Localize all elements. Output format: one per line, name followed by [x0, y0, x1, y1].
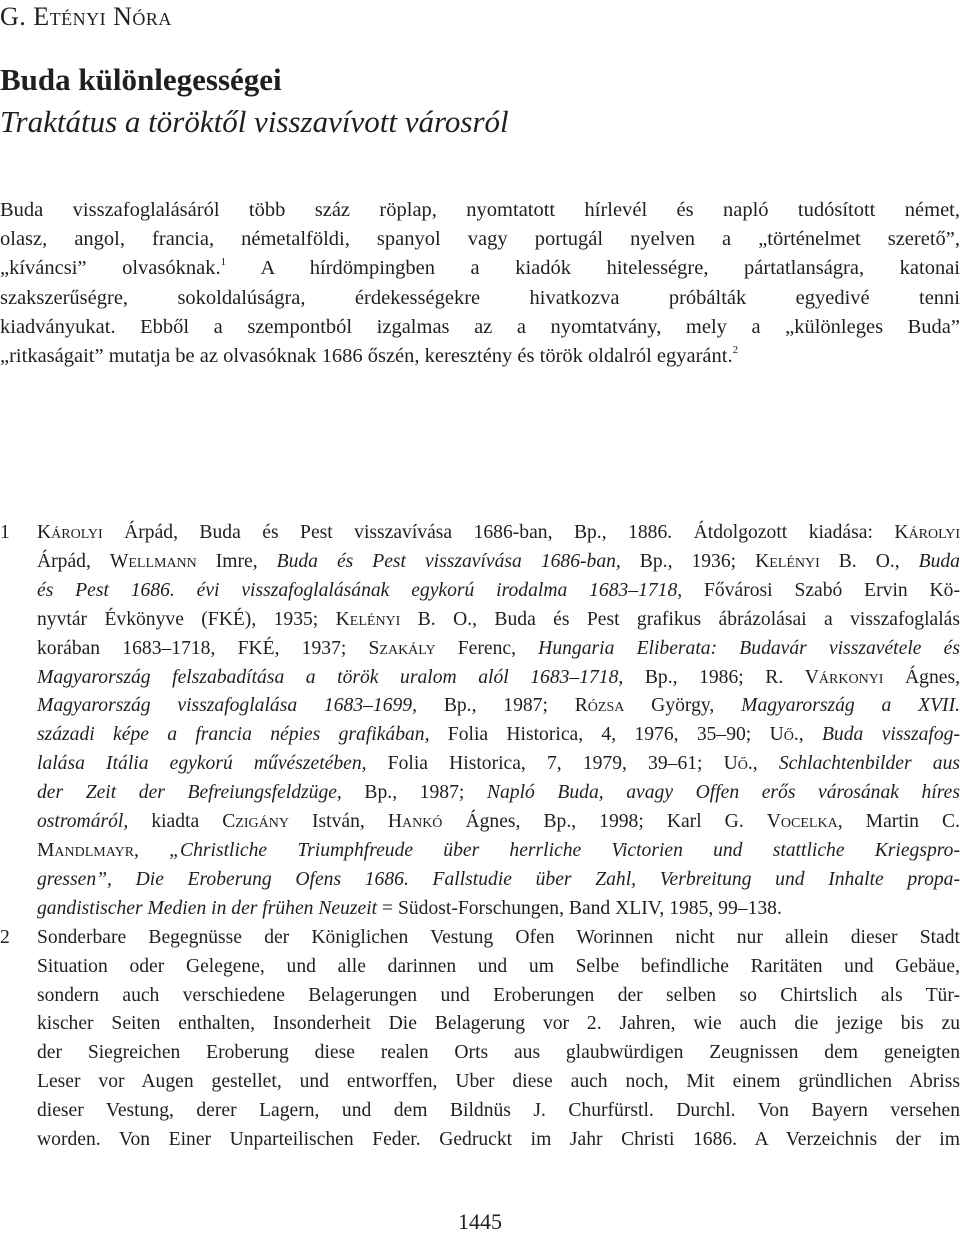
footnote-line: kischer Seiten enthalten, Insonderheit Die Belagerung vor 2. Jahren, wie auch die jezige bis zu: [37, 1013, 960, 1035]
author-surname: Kelényi: [755, 550, 820, 572]
footnote-line: [37, 866, 960, 895]
footnote-1: [0, 519, 960, 924]
footnote-line: [37, 808, 960, 837]
footnote-line: [37, 577, 960, 606]
paragraph-line: szakszerűségre, sokoldalúságra, érdekességekre hivatkozva próbálták egyedivé tenni: [0, 286, 960, 309]
work-title: és Pest 1686. évi visszafoglalásának egykorú irodalma 1683–1718,: [37, 579, 683, 601]
paragraph-line: kiadványukat. Ebből a szempontból izgalmas az a nyomtatvány, mely a „különleges Buda”: [0, 315, 960, 338]
footnote-line: worden. Von Einer Unparteilischen Feder. Gedruckt im Jahr Christi 1686. A Verzeichnis der im: [37, 1129, 960, 1151]
work-title: Schlachtenbilder aus: [778, 753, 960, 775]
paragraph-line: [0, 254, 960, 283]
work-title: Magyarország felszabadítása a török uralom alól 1683–1718,: [37, 666, 624, 688]
work-title: Buda visszafog-: [821, 724, 960, 746]
text-fragment: korában 1683–1718, FKÉ, 1937;: [37, 637, 369, 659]
text-fragment: Fővárosi Szabó Ervin Kö-: [682, 579, 960, 601]
text-fragment: Bp., 1986; R.: [623, 666, 805, 688]
footnote-line: [37, 519, 960, 548]
footnote-line: [37, 779, 960, 808]
text-fragment: .,: [793, 724, 822, 746]
footnote-line: [37, 750, 960, 779]
text-fragment: Folia Historica, 4, 1976, 35–90;: [429, 724, 770, 746]
footnote-number: 1: [0, 522, 10, 543]
author-initial: G.: [0, 2, 34, 31]
paragraph-fragment: A hírdömpingben a kiadók hitelességre, pártatlanságra, katonai: [226, 257, 960, 280]
work-title: lalása Itália egykorú művészetében,: [37, 753, 367, 775]
footnote-line: [37, 692, 960, 721]
author-name: Etényi Nóra: [33, 2, 172, 31]
footnotes-section: [0, 519, 960, 1155]
text-fragment: ,: [134, 839, 170, 861]
author-surname: Uő: [723, 753, 748, 775]
work-title: gandistischer Medien in der frühen Neuzeit: [37, 897, 378, 919]
work-title: Magyarország a XVII.: [741, 695, 960, 717]
text-fragment: Ágnes, Bp., 1998; Karl G.: [442, 811, 767, 833]
author-surname: Hankó: [387, 811, 443, 833]
footnote-line: sondern auch verschiedene Belagerungen und Eroberungen der selben so Chirtslich als Tür-: [37, 984, 960, 1006]
text-fragment: B. O., Buda és Pest grafikus ábrázolásai a visszafoglalás: [400, 608, 960, 630]
paragraph-line: [0, 342, 960, 371]
footnote-line: [37, 606, 960, 635]
footnote-2: [0, 924, 960, 1155]
paragraph-fragment: „ritkaságait” mutatja be az olvasóknak 1686 őszén, keresztény és török oldalról egyaránt.: [0, 345, 733, 368]
footnote-line: [37, 635, 960, 664]
author-surname: Czigány: [222, 811, 289, 833]
footnote-ref-1[interactable]: 1: [220, 256, 227, 269]
footnote-line: [37, 664, 960, 693]
author-header: [0, 2, 172, 32]
work-title: „Christliche Triumphfreude über herrliche Victorien und stattliche Kriegspro-: [169, 839, 960, 861]
work-title: ostromáról,: [37, 811, 129, 833]
author-surname: Várkonyi: [804, 666, 884, 688]
work-title: századi képe a francia népies grafikában,: [37, 724, 430, 746]
article-subtitle: Traktátus a töröktől visszavívott városról: [0, 104, 509, 139]
text-fragment: István,: [288, 811, 388, 833]
work-title: Napló Buda, avagy Offen erős városának híres: [486, 782, 960, 804]
author-surname: Vocelka: [766, 811, 838, 833]
author-surname: Uő: [769, 724, 794, 746]
paragraph-line: olasz, angol, francia, németalföldi, spanyol vagy portugál nyelven a „történelmet szerető”,: [0, 228, 960, 251]
article-title: Buda különlegességei: [0, 62, 282, 97]
footnote-line: [37, 895, 960, 924]
text-fragment: Bp., 1987;: [341, 782, 487, 804]
author-surname: Károlyi: [894, 522, 960, 543]
work-title: Buda: [918, 550, 960, 572]
text-fragment: Bp., 1987;: [417, 695, 575, 717]
paragraph-fragment: „kíváncsi” olvasóknak.: [0, 257, 221, 280]
text-fragment: .,: [747, 753, 779, 775]
footnote-line: [37, 548, 960, 577]
text-fragment: György,: [624, 695, 742, 717]
footnote-ref-2[interactable]: 2: [732, 344, 739, 357]
author-surname: Károlyi: [37, 522, 103, 543]
author-surname: Rózsa: [574, 695, 625, 717]
text-fragment: Bp., 1936;: [620, 550, 756, 572]
work-title: Hungaria Eliberata: Budavár visszavétele és: [538, 637, 960, 659]
footnote-line: der Siegreichen Eroberung diese realen Orts aus glaubwürdigen Zeugnissen dem geneigten: [37, 1042, 960, 1064]
author-surname: Szakály: [368, 637, 436, 659]
text-fragment: Árpád,: [37, 550, 110, 572]
text-fragment: Árpád, Buda és Pest visszavívása 1686-ban, Bp., 1886. Átdolgozott kiadása:: [102, 522, 895, 543]
footnote-line: [37, 837, 960, 866]
work-title: Buda és Pest visszavívása 1686-ban,: [276, 550, 621, 572]
footnote-line: dieser Vestung, derer Lagern, und dem Bildnüs J. Churfürstl. Durchl. Von Bayern versehen: [37, 1100, 960, 1122]
author-surname: Kelényi: [335, 608, 401, 630]
footnote-line: Leser vor Augen gestellet, und entworffen, Uber diese auch noch, Mit einem gründlichen Abriss: [37, 1071, 960, 1093]
author-surname: Mandlmayr: [37, 839, 135, 861]
work-title: Magyarország visszafoglalása 1683–1699,: [37, 695, 418, 717]
text-fragment: = Südost-Forschungen, Band XLIV, 1985, 99–138.: [377, 897, 782, 919]
author-surname: Wellmann: [109, 550, 197, 572]
text-fragment: Ágnes,: [883, 666, 960, 688]
footnote-line: Sonderbare Begegnüsse der Königlichen Vestung Ofen Worinnen nicht nur allein dieser Stadt: [37, 926, 960, 948]
text-fragment: B. O.,: [819, 550, 919, 572]
text-fragment: Imre,: [196, 550, 277, 572]
footnote-line: Situation oder Gelegene, und alle darinnen und um Selbe befindliche Raritäten und Gebäue,: [37, 955, 960, 977]
work-title: der Zeit der Befreiungsfeldzüge,: [37, 782, 342, 804]
text-fragment: , Martin C.: [837, 811, 960, 833]
page-number: 1445: [458, 1209, 502, 1234]
text-fragment: Folia Historica, 7, 1979, 39–61;: [366, 753, 724, 775]
text-fragment: kiadta: [128, 811, 223, 833]
footnote-number: 2: [0, 926, 10, 948]
work-title: gressen”, Die Eroberung Ofens 1686. Fallstudie über Zahl, Verbreitung und Inhalte propa-: [37, 868, 960, 890]
text-fragment: nyvtár Évkönyve (FKÉ), 1935;: [37, 608, 336, 630]
paragraph-line: Buda visszafoglalásáról több száz röplap, nyomtatott hírlevél és napló tudósított német,: [0, 199, 960, 221]
text-fragment: Ferenc,: [435, 637, 539, 659]
body-paragraph: [0, 196, 960, 371]
footnote-line: [37, 721, 960, 750]
